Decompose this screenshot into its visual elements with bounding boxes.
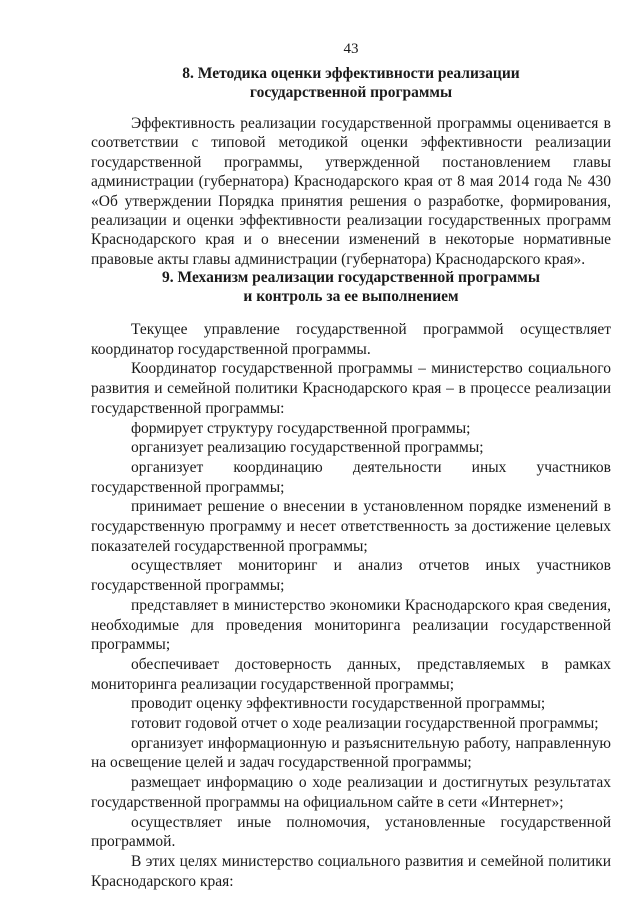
- section-8-heading: [91, 64, 611, 102]
- section-8-title-line-1: 8. Методика оценки эффективности реализации: [182, 65, 520, 82]
- list-item: организует координацию деятельности иных участников государственной программы;: [91, 458, 611, 496]
- list-item: представляет в министерство экономики Краснодарского края сведения, необходимые для проведения мониторинга реализации государственной программы;: [91, 596, 611, 654]
- list-item: формирует структуру государственной программы;: [131, 419, 471, 437]
- section-8-paragraph: Эффективность реализации государственной программы оценивается в соответствии с типовой методикой оценки эффективности реализации государственной программы, утвержденной постановлением главы администрации (губернатора) Краснодарского края от 8 мая 2014 года № 430 «Об утверждении Порядка принятия решения о разработке, формирования, реализации и оценки эффективности реализации государственных программ Краснодарского края и о внесении изменений в некоторые нормативные правовые акты главы администрации (губернатора) Краснодарского края».: [91, 115, 611, 268]
- list-item: готовит годовой отчет о ходе реализации государственной программы;: [131, 715, 599, 733]
- list-item: осуществляет иные полномочия, установленные государственной программой.: [91, 813, 611, 851]
- list-item: проводит оценку эффективности государственной программы;: [131, 695, 546, 713]
- section-9-heading: [91, 268, 611, 306]
- list-item: размещает информацию о ходе реализации и достигнутых результатах государственной программы на официальном сайте в сети «Интернет»;: [91, 774, 611, 811]
- section-9-title-line-2: и контроль за ее выполнением: [243, 288, 459, 305]
- paragraph: Координатор государственной программы – министерство социального развития и семейной политики Краснодарского края – в процессе реализации государственной программы:: [91, 360, 611, 417]
- list-item: осуществляет мониторинг и анализ отчетов иных участников государственной программы;: [91, 557, 611, 595]
- paragraph: Текущее управление государственной программой осуществляет координатор государственной программы.: [91, 321, 611, 358]
- section-9-title-line-1: 9. Механизм реализации государственной программы: [162, 269, 540, 286]
- list-item: обеспечивает достоверность данных, представляемых в рамках мониторинга реализации государственной программы;: [91, 655, 611, 693]
- page-number: 43: [343, 41, 359, 57]
- list-item: принимает решение о внесении в установленном порядке изменений в государственную программу и несет ответственность за достижение целевых показателей государственной программы;: [91, 498, 611, 555]
- list-item: организует реализацию государственной программы;: [131, 439, 484, 457]
- list-item: организует информационную и разъяснительную работу, направленную на освещение целей и задач государственной программы;: [91, 734, 611, 772]
- section-8-title-line-2: государственной программы: [249, 84, 453, 101]
- paragraph: В этих целях министерство социального развития и семейной политики Краснодарского края:: [91, 852, 611, 890]
- section-9-body: [91, 320, 611, 891]
